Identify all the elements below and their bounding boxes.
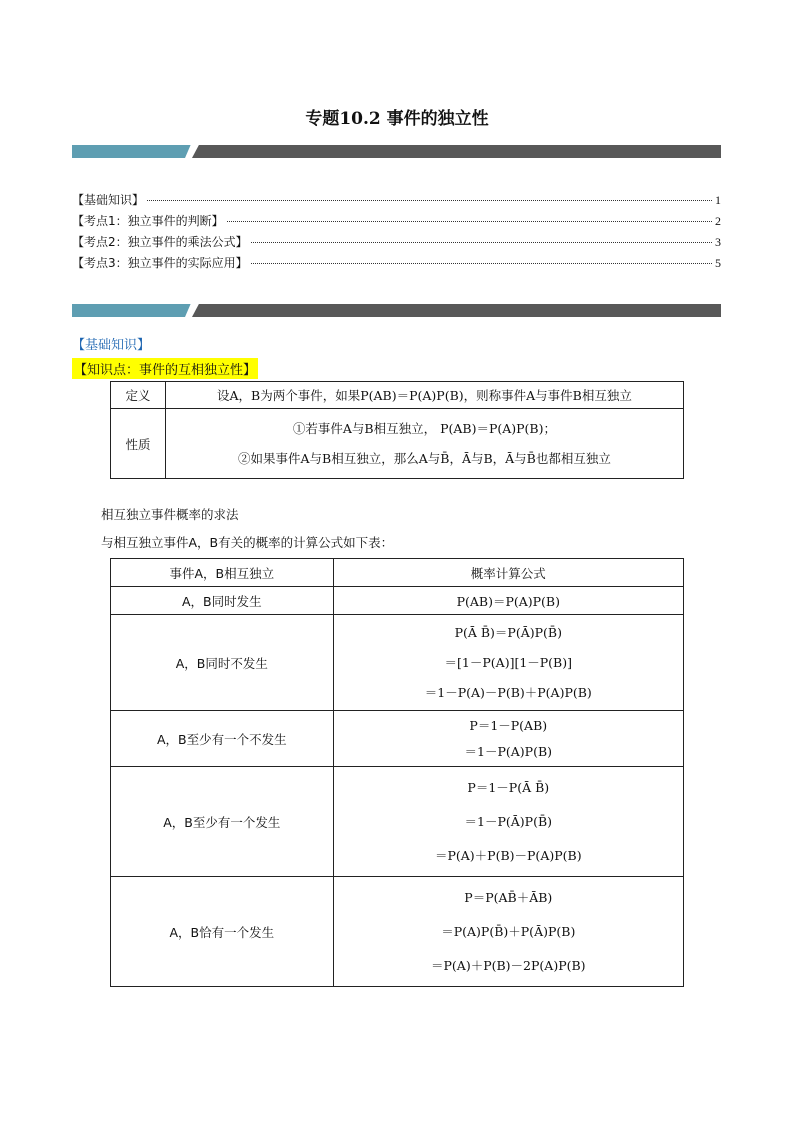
decorative-band-bottom <box>72 304 721 317</box>
formula-line: ＝1－P(A)－P(B)＋P(A)P(B) <box>424 684 592 700</box>
event-cell: A，B至少有一个不发生 <box>111 711 334 767</box>
header-event: 事件A，B相互独立 <box>111 559 334 587</box>
toc-item-label: 【考点2：独立事件的乘法公式】 <box>72 235 248 249</box>
event-cell: A，B恰有一个发生 <box>111 877 334 987</box>
event-cell: A，B同时不发生 <box>111 615 334 711</box>
toc-item-page: 5 <box>715 256 721 270</box>
formula-line: ＝1－P(Ā)P(B̄) <box>464 813 553 829</box>
event-cell: A，B同时发生 <box>111 587 334 615</box>
toc-item-page: 2 <box>715 214 721 228</box>
formula-line: ＝P(A)＋P(B)－2P(A)P(B) <box>431 957 586 973</box>
formula-line: P＝1－P(AB) <box>469 717 548 733</box>
toc-item-label: 【考点3：独立事件的实际应用】 <box>72 256 248 270</box>
event-cell: A，B至少有一个发生 <box>111 767 334 877</box>
property-label: 性质 <box>111 409 166 479</box>
toc-item[interactable] <box>72 191 721 212</box>
section-heading: 【基础知识】 <box>72 338 151 353</box>
header-formula: 概率计算公式 <box>333 559 683 587</box>
formula-table <box>110 558 684 987</box>
property-2: ②如果事件A与B相互独立，那么A与B̄，Ā与B，Ā与B̄也都相互独立 <box>238 450 611 466</box>
definition-label: 定义 <box>111 382 166 409</box>
table-of-contents <box>72 191 721 275</box>
toc-item[interactable] <box>72 212 721 233</box>
page-title: 专题10.2 事件的独立性 <box>305 109 489 129</box>
formula-line: ＝1－P(A)P(B) <box>464 743 553 759</box>
table-row <box>111 587 684 615</box>
toc-item-page: 1 <box>715 193 721 207</box>
table-row <box>111 711 684 767</box>
toc-item-label: 【考点1：独立事件的判断】 <box>72 214 224 228</box>
table-row <box>111 877 684 987</box>
definition-text: 设A，B为两个事件，如果P(AB)＝P(A)P(B)，则称事件A与事件B相互独立 <box>165 382 683 409</box>
formula-line: P＝P(AB̄＋ĀB) <box>464 889 553 905</box>
knowledge-point-heading: 【知识点：事件的互相独立性】 <box>72 358 258 379</box>
formula-line: P＝1－P(Ā B̄) <box>467 779 550 795</box>
formula-line: ＝P(A)P(B̄)＋P(Ā)P(B) <box>441 923 576 939</box>
definition-table <box>110 381 684 479</box>
formula-line: ＝[1－P(A)][1－P(B)] <box>444 654 573 670</box>
formula-line: P(AB)＝P(A)P(B) <box>456 593 560 609</box>
decorative-band-top <box>72 145 721 158</box>
toc-item-page: 3 <box>715 235 721 249</box>
property-1: ①若事件A与B相互独立， P(AB)＝P(A)P(B)； <box>292 420 556 436</box>
formula-line: P(Ā B̄)＝P(Ā)P(B̄) <box>454 624 562 640</box>
table-row <box>111 767 684 877</box>
formula-line: ＝P(A)＋P(B)－P(A)P(B) <box>434 847 582 863</box>
toc-item[interactable] <box>72 233 721 254</box>
toc-item-label: 【基础知识】 <box>72 193 145 207</box>
table-row <box>111 615 684 711</box>
paragraph-1: 相互独立事件概率的求法 <box>101 507 239 522</box>
paragraph-2: 与相互独立事件A，B有关的概率的计算公式如下表： <box>101 535 394 550</box>
toc-item[interactable] <box>72 254 721 275</box>
